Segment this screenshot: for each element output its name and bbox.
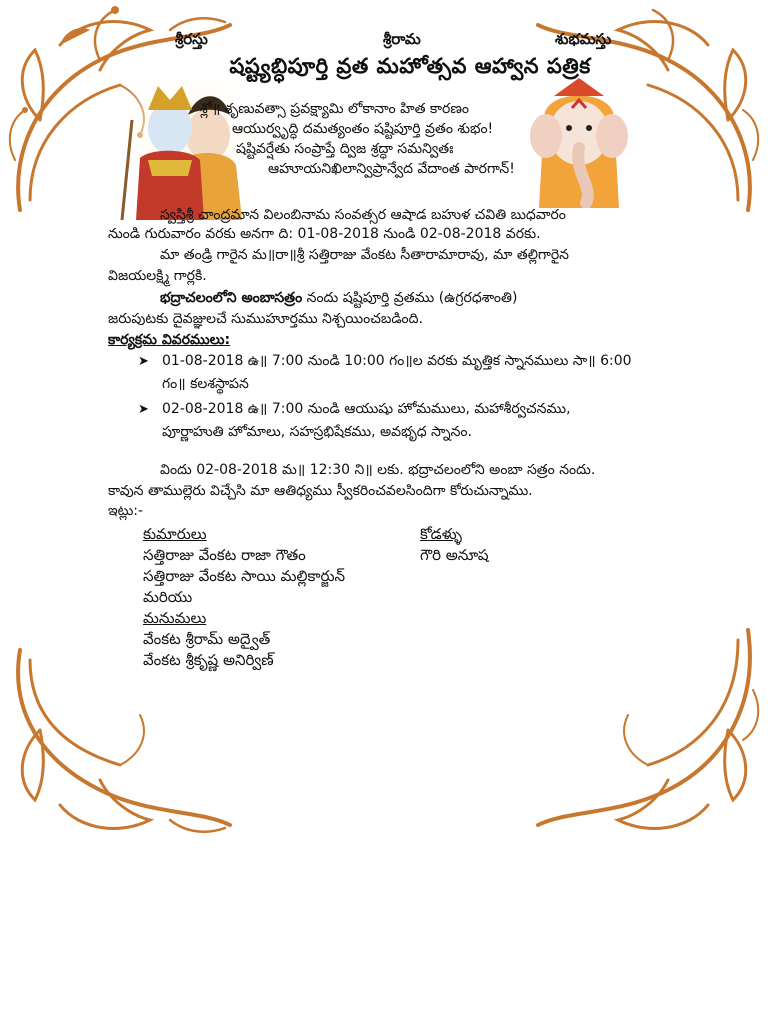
shloka-line-2: ఆయుర్వృద్ధి దమత్యంతం షష్టిపూర్తి వ్రతం శుభం! [232,121,494,137]
header-subhamastu: శుభమస్తు [555,30,612,48]
sign-off: ఇట్లు:- [108,503,144,519]
venue-line-1 [160,288,720,309]
program-item-2-line-2: పూర్ణాహుతి హోమాలు, సహస్రభిషేకము, అవభృధ స్నానం. [162,424,472,440]
venue-rest: నందు షష్టిపూర్తి వ్రతము (ఉగ్రరధశాంతి) [302,290,518,306]
page-title: షష్ట్యబ్ధిపూర్తి వ్రత మహోత్సవ ఆహ్వాన పత్రిక [229,54,591,78]
shloka-line-4: ఆహూయనిఖిలాన్విప్రాన్వేద వేదాంత పారగాన్! [268,161,515,177]
son-1: సత్తిరాజు వేంకట రాజా గౌతం [143,546,306,564]
sons-section [143,524,443,671]
date-line-2: నుండి గురువారం వరకు అనగా ది: 01-08-2018 నుండి 02-08-2018 వరకు. [108,226,541,242]
program-item-1-line-2: గం॥ కలశస్థాపన [162,376,249,392]
grandson-1: వేంకట శ్రీరామ్ అద్వైత్ [143,630,271,648]
venue-line-2: జరుపుటకు దైవజ్ఞులచే సుముహూర్తము నిశ్చయించబడింది. [108,311,423,327]
parents-line-2: విజయలక్ష్మి గార్లకి. [108,268,207,284]
arrow-bullet-icon: ➤ [138,354,149,369]
program-item-1 [138,350,718,396]
program-item-2-line-1: 02-08-2018 ఉ॥ 7:00 నుండి ఆయుషు హోమములు, మహాశీర్వచనము, [162,401,571,417]
daughters-in-law-heading: కోడళ్ళు [420,525,463,543]
parents-line-1: మా తండ్రి గారైన మ॥రా॥శ్రీ సత్తిరాజు వేంకట సీతారామారావు, మా తల్లిగారైన [160,247,570,263]
ornament-bottom-left [0,640,240,850]
grandson-2: వేంకట శ్రీకృష్ణ అనిర్విణ్ [143,651,274,669]
grandsons-heading: మనుమలు [143,609,207,627]
son-2: సత్తిరాజు వేంకట సాయి మల్లికార్జున్ [143,567,346,585]
daughters-in-law-section [420,524,620,566]
lunch-line-1: విందు 02-08-2018 మ॥ 12:30 ని॥ లకు. భద్రాచలంలోని అంబా సత్రం నందు. [160,462,596,478]
header-srirama: శ్రీరామ [383,30,421,48]
shloka-line-3: షష్టివర్షేతు సంప్రాప్తే ద్విజ శ్రద్ధా సమన్వితః [236,141,454,157]
lunch-line-2: కావున తాముల్లెరు విచ్చేసి మా ఆతిధ్యము స్వీకరించవలసిందిగా కోరుచున్నాము. [108,483,533,499]
sons-heading: కుమారులు [143,525,207,543]
date-line-1: స్వస్తిశ్రీ చాంద్రమాన విలంబినామ సంవత్సర ఆషాడ బహుళ చవితి బుధవారం [160,207,566,223]
daughter-in-law-1: గౌరి అనూష [420,546,489,564]
arrow-bullet-icon: ➤ [138,402,149,417]
venue-name: భద్రాచలంలోని అంబాసత్రం [160,290,303,306]
shloka-line-1: శ్లో॥ శృణువత్సా ప్రవక్ష్యామి లోకానాం హిత కారణం [200,101,470,117]
program-heading: కార్యక్రమ వివరములు: [108,332,231,348]
program-item-1-line-1: 01-08-2018 ఉ॥ 7:00 నుండి 10:00 గం॥ల వరకు మృత్తిక స్నానములు సా॥ 6:00 [162,353,632,369]
ornament-bottom-right [528,620,768,850]
program-item-2 [138,398,718,444]
and-text: మరియు [143,588,193,606]
header-srirastu: శ్రీరస్తు [175,30,208,48]
